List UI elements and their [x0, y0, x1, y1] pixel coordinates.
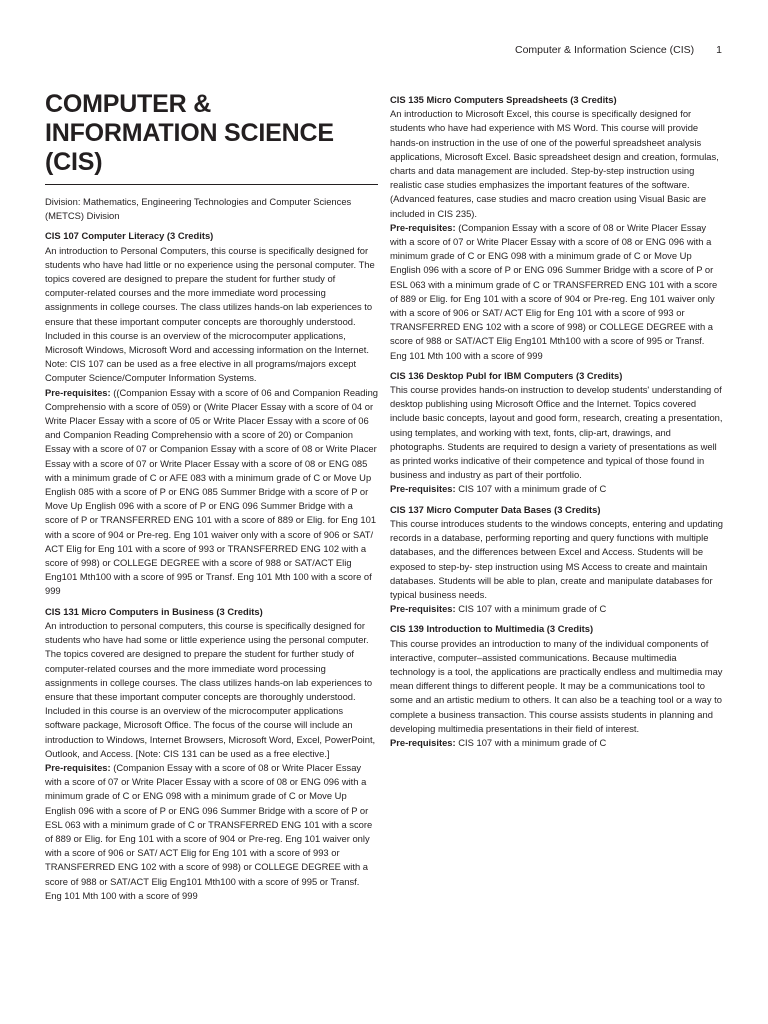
course-prerequisites: [45, 761, 378, 903]
prereq-label: Pre-requisites:: [390, 603, 456, 615]
division-line: Division: Mathematics, Engineering Technologies and Computer Sciences (METCS) Division: [45, 196, 352, 222]
course-cis-136: [390, 369, 723, 497]
course-cis-107: [45, 229, 378, 598]
prereq-label: Pre-requisites:: [390, 483, 456, 495]
left-column: [45, 90, 378, 909]
course-title: CIS 135 Micro Computers Spreadsheets (3 Credits): [390, 94, 617, 105]
course-description: This course provides an introduction to many of the individual components of interactive, computer–assisted communications. Because multimedia technology is a tool, the applications are practically endless and multimedia may mean different things to different people. It may be a communications tool to some and an artistic medium to others. It can also be a teaching tool or a way to complete a business transaction. This course assists students in planning and developing multimedia presentations in their field of interest.: [390, 637, 723, 734]
course-prerequisites: [45, 386, 378, 599]
course-cis-137: [390, 503, 723, 617]
prereq-label: Pre-requisites:: [45, 761, 111, 773]
prereq-text: CIS 107 with a minimum grade of C: [458, 603, 607, 615]
course-description: An introduction to Microsoft Excel, this course is specifically designed for students who have had experience with MS Word. This course will provide hands-on instruction in the use of one of the powerful spreadsheet analysis applications, Microsoft Excel. Basic spreadsheet design and creation, formulas, charts and data management are included. Step-by-step instruction using realistic case studies emphasizes the important features of the software. (Advanced features, case studies and macro creation using Visual Basic are included in CIS 235).: [390, 108, 719, 219]
course-description: This course introduces students to the windows concepts, entering and updating records in a database, performing reporting and query functions with multiple databases, and the differences between Excel and Access. Students will be exposed to step-by- step instruction using MS Access to create and maintain databases. Students will be able to plan, create and manipulate databases for typical business needs.: [390, 517, 724, 600]
course-title: CIS 131 Micro Computers in Business (3 Credits): [45, 605, 263, 617]
course-prerequisites: [390, 602, 723, 616]
course-prerequisites: [390, 736, 723, 750]
course-title: CIS 136 Desktop Publ for IBM Computers (3 Credits): [390, 369, 623, 381]
course-prerequisites: [390, 482, 723, 496]
course-cis-135: [390, 93, 723, 363]
prereq-text: ((Companion Essay with a score of 06 and Companion Reading Comprehensio with a score of 059) or (Write Placer Essay with a score of 04 or Write Placer Essay with a score of 05 or Write Placer Essay with a score of 06 and Companion Reading Comprehensio with a score of 20) or Companion Essay with a score of 07 or Companion Essay with a score of 08 or Write Placer Essay with a score of 07 or Write Placer Essay with a score of 08 or ENG 085 with a minimum grade of C or AFE 083 with a minimum grade of C or Move Up English 085 with a score of P or ENG 085 Summer Bridge with a score of P or Move Up English 096 with a score of P or ENG 096 Summer Bridge with a score of P or TRANSFERRED ENG 101 with a score of 889 or Elig. for Eng 101 with a score of 904 or Pre-reg. Eng 101 waiver only with a score of 906 or SAT/ ACT Elig for Eng 101 with a score of 993 or TRANSFERRED ENG 102 with a score of 998) or COLLEGE DEGREE with a score of 988 or SAT/ACT Elig Eng101 Mth100 with a score of 995 or Transf. Eng 101 Mth 100 with a score of 999: [45, 386, 378, 597]
course-title: CIS 139 Introduction to Multimedia (3 Credits): [390, 623, 594, 635]
prereq-text: (Companion Essay with a score of 08 or Write Placer Essay with a score of 07 or Write Placer Essay with a score of 08 or ENG 096 with a minimum grade of C or ENG 098 with a minimum grade of C or Move Up English 096 with a score of P or ENG 096 Summer Bridge with a score of P or ESL 063 with a minimum grade of C or TRANSFERRED ENG 101 with a score of 889 or Elig. for Eng 101 with a score of 904 or Pre-reg. Eng 101 waiver only with a score of 906 or SAT/ ACT Elig for Eng 101 with a score of 993 or TRANSFERRED ENG 102 with a score of 998) or COLLEGE DEGREE with a score of 988 or SAT/ACT Elig Eng101 Mth100 with a score of 995 or Transf. Eng 101 Mth 100 with a score of 999: [45, 761, 373, 901]
course-title: CIS 137 Micro Computer Data Bases (3 Credits): [390, 503, 601, 515]
right-column: [390, 93, 723, 756]
title-rule: [45, 184, 378, 185]
prereq-text: (Companion Essay with a score of 08 or Write Placer Essay with a score of 07 or Write Placer Essay with a score of 08 or ENG 096 with a minimum grade of C or ENG 098 with a minimum grade of C or Move Up English 096 with a score of P or ENG 096 Summer Bridge with a score of P or ESL 063 with a minimum grade of C or TRANSFERRED ENG 101 with a score of 889 or Elig. for Eng 101 with a score of 904 or Pre-reg. Eng 101 waiver only with a score of 906 or SAT/ ACT Elig for Eng 101 with a score of 993 or TRANSFERRED ENG 102 with a score of 998) or COLLEGE DEGREE with a score of 988 or SAT/ACT Elig Eng101 Mth100 with a score of 995 or Transf. Eng 101 Mth 100 with a score of 999: [390, 221, 718, 361]
running-title: Computer & Information Science (CIS): [515, 44, 695, 56]
page-title: COMPUTER & INFORMATION SCIENCE (CIS): [45, 90, 334, 176]
prereq-label: Pre-requisites:: [45, 386, 111, 398]
course-description: This course provides hands-on instruction to develop students' understanding of desktop publishing using Microsoft Office and the Internet. Topics covered include basic concepts, layout and good form, research, creating a presentation, using templates, and working with text, fonts, clip-art, drawings, and photographs. Students are required to design a variety of presentations as well as printed works indicative of their competence and typical of those found in business and industry as part of their portfolio.: [390, 384, 723, 481]
page-number: 1: [716, 44, 722, 56]
course-prerequisites: [390, 221, 723, 363]
course-description: An introduction to personal computers, this course is specifically designed for students who have had some or little experience using the personal computer. The topics covered are designed to prepare the student for further study of computer-related courses and the more immediate word processing assignments in college courses. The class utilizes hands-on lab experiences to ensure that these important computer concepts are thoroughly understood. Included in this course is an overview of the microcomputer applications software package, Microsoft Office. The focus of the course will include an introduction to Windows, Internet Browsers, Microsoft Word, Excel, PowerPoint, Outlook, and Access. [Note: CIS 131 can be used as a free elective.]: [45, 619, 376, 759]
prereq-label: Pre-requisites:: [390, 736, 456, 748]
running-header: [515, 44, 722, 56]
prereq-text: CIS 107 with a minimum grade of C: [458, 483, 607, 495]
course-description: An introduction to Personal Computers, this course is specifically designed for students who have had little or no experience using the personal computer. The topics covered are designed to prepare the student for further study of computer-related courses and the more immediate word processing assignments in college courses. The class utilizes hands-on lab experiences to ensure that these important computer concepts are thoroughly understood. Included in this course is an overview of the microcomputer applications, Microsoft Windows, Microsoft Word and accessing information on the Internet. Note: CIS 107 can be used as a free elective in all programs/majors except Computer Science/Computer Information Systems.: [45, 244, 375, 384]
course-title: CIS 107 Computer Literacy (3 Credits): [45, 230, 214, 242]
prereq-label: Pre-requisites:: [390, 221, 456, 233]
course-cis-131: [45, 605, 378, 903]
prereq-text: CIS 107 with a minimum grade of C: [458, 736, 607, 748]
course-cis-139: [390, 622, 723, 750]
